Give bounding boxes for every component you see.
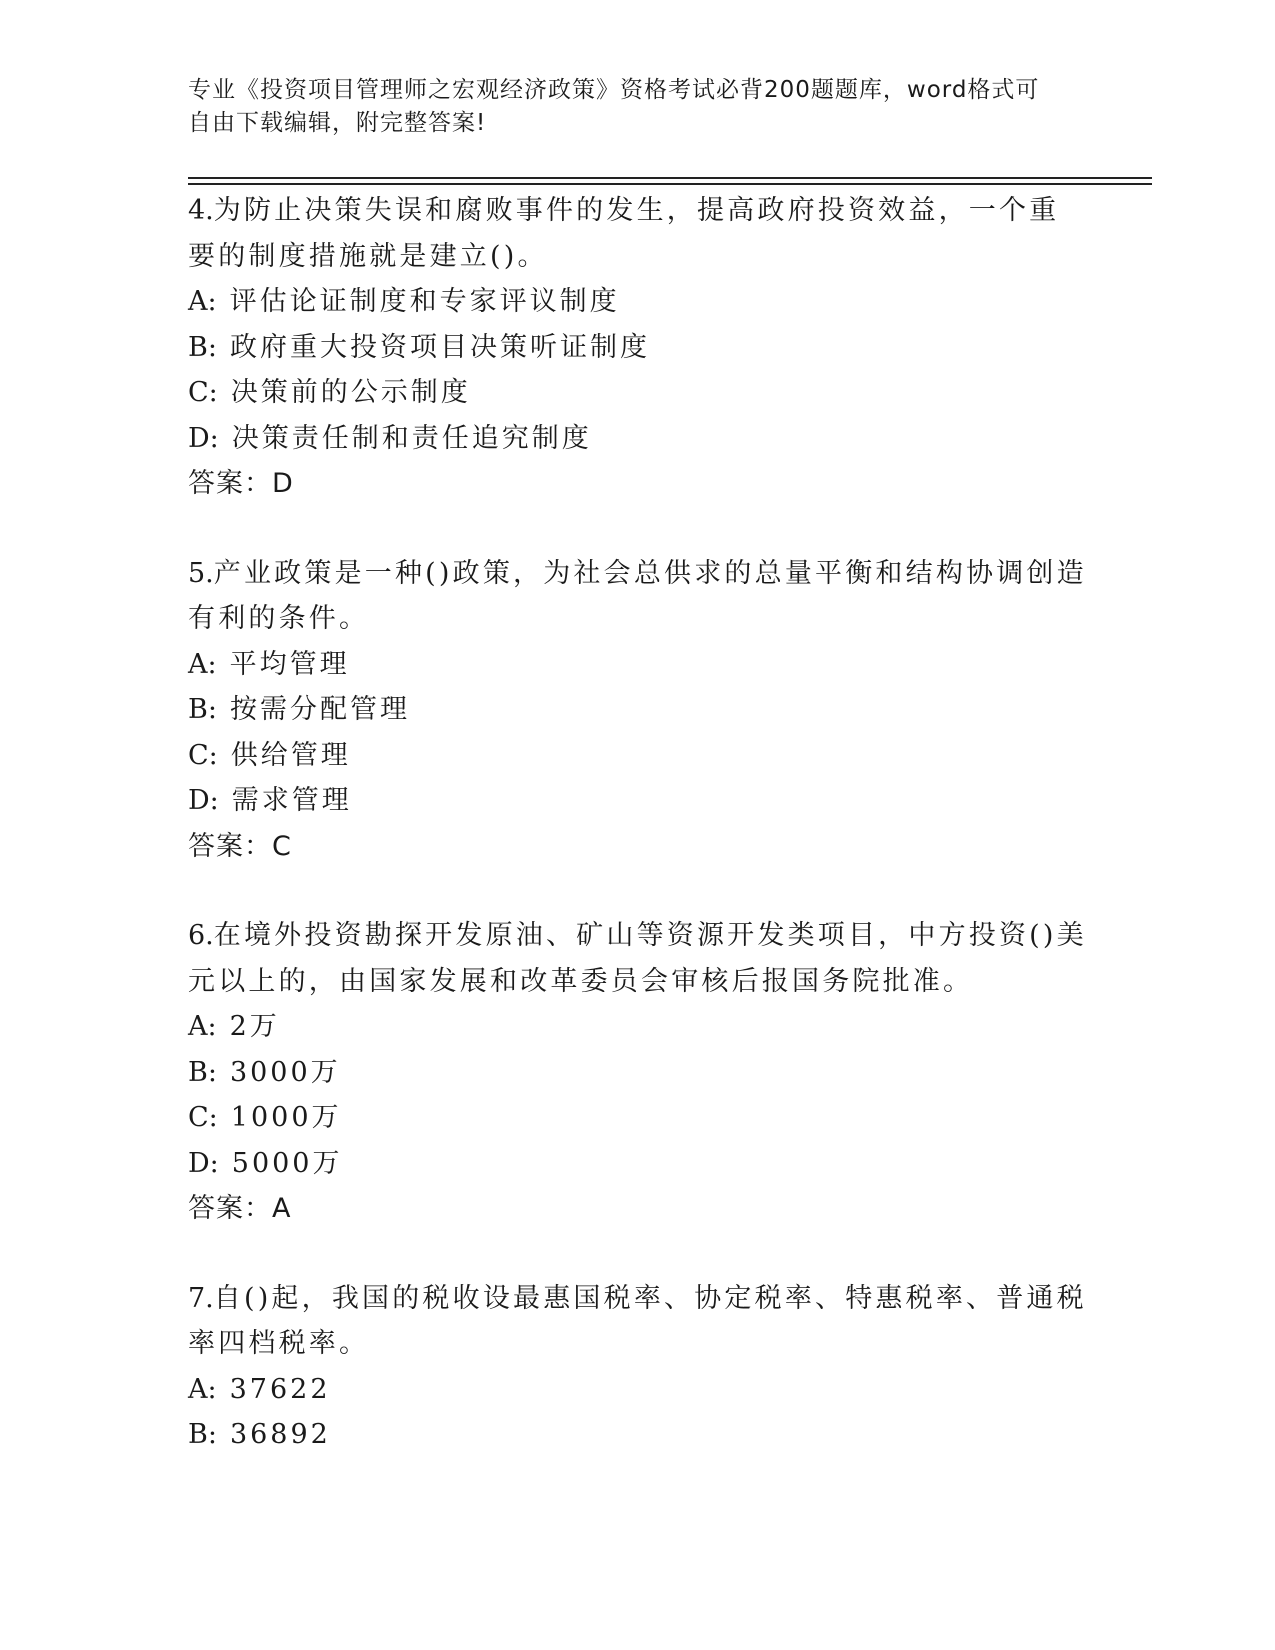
header-divider-bottom <box>188 183 1152 185</box>
option-text: 5000万 <box>231 1147 343 1179</box>
option-letter: B <box>188 1419 208 1450</box>
option-letter: B <box>188 694 208 725</box>
option-letter: A <box>188 1011 208 1042</box>
option-d: D: 5000万 <box>188 1147 343 1179</box>
option-a: A: 37622 <box>188 1373 331 1405</box>
option-text: 决策责任制和责任追究制度 <box>231 422 592 454</box>
option-text: 1000万 <box>230 1102 342 1133</box>
question-number: 5. <box>188 557 214 589</box>
option-text: 37622 <box>229 1373 331 1405</box>
option-letter: A <box>188 1373 208 1405</box>
question-text: 产业政策是一种()政策，为社会总供求的总量平衡和结构协调创造有利的条件。 <box>188 557 1087 634</box>
option-letter: D <box>188 785 210 816</box>
question-number: 7. <box>188 1282 214 1314</box>
option-b: B: 政府重大投资项目决策听证制度 <box>188 331 650 363</box>
answer-line: 答案：D <box>188 468 294 499</box>
document-header <box>188 74 1088 140</box>
question-5 <box>188 551 1088 870</box>
option-b: B: 3000万 <box>188 1056 341 1088</box>
option-text: 决策前的公示制度 <box>230 377 471 408</box>
option-b: B: 36892 <box>188 1419 331 1450</box>
question-stem <box>188 913 1088 1004</box>
option-letter: A <box>188 648 208 680</box>
question-number: 4. <box>188 195 214 226</box>
option-text: 36892 <box>229 1419 331 1450</box>
question-7 <box>188 1276 1088 1458</box>
option-text: 平均管理 <box>229 648 350 680</box>
option-letter: D <box>188 1147 210 1179</box>
option-b: B: 按需分配管理 <box>188 694 410 725</box>
option-c: C: 决策前的公示制度 <box>188 377 471 408</box>
option-text: 评估论证制度和专家评议制度 <box>229 286 620 317</box>
option-text: 2万 <box>229 1011 280 1042</box>
header-line-1: 专业《投资项目管理师之宏观经济政策》资格考试必背200题题库，word格式可 <box>188 77 1040 103</box>
option-letter: C <box>188 739 209 771</box>
option-text: 需求管理 <box>231 785 352 816</box>
question-text: 在境外投资勘探开发原油、矿山等资源开发类项目，中方投资()美元以上的，由国家发展和改革委员会审核后报国务院批准。 <box>188 920 1087 997</box>
option-letter: D <box>188 422 210 454</box>
question-6 <box>188 913 1088 1232</box>
option-letter: B <box>188 331 208 363</box>
question-stem <box>188 188 1088 279</box>
option-a: A: 平均管理 <box>188 648 350 680</box>
header-divider-top <box>188 177 1152 179</box>
option-a: A: 2万 <box>188 1011 280 1042</box>
question-stem <box>188 1276 1088 1367</box>
answer-line: 答案：A <box>188 1193 292 1224</box>
answer-line: 答案：C <box>188 830 292 862</box>
option-text: 供给管理 <box>230 739 351 771</box>
question-number: 6. <box>188 920 214 951</box>
option-letter: A <box>188 286 208 317</box>
option-a: A: 评估论证制度和专家评议制度 <box>188 286 620 317</box>
option-d: D: 决策责任制和责任追究制度 <box>188 422 592 454</box>
option-text: 按需分配管理 <box>229 694 410 725</box>
header-line-2: 自由下载编辑，附完整答案! <box>188 110 487 136</box>
question-text: 自()起，我国的税收设最惠国税率、协定税率、特惠税率、普通税率四档税率。 <box>188 1282 1087 1359</box>
option-letter: B <box>188 1056 208 1088</box>
question-list <box>188 188 1088 1502</box>
question-4 <box>188 188 1088 507</box>
option-text: 3000万 <box>229 1056 341 1088</box>
question-stem <box>188 551 1088 642</box>
option-letter: C <box>188 1102 209 1133</box>
option-c: C: 1000万 <box>188 1102 342 1133</box>
option-letter: C <box>188 377 209 408</box>
option-d: D: 需求管理 <box>188 785 352 816</box>
question-text: 为防止决策失误和腐败事件的发生，提高政府投资效益，一个重要的制度措施就是建立()。 <box>188 195 1060 272</box>
option-text: 政府重大投资项目决策听证制度 <box>229 331 650 363</box>
option-c: C: 供给管理 <box>188 739 351 771</box>
